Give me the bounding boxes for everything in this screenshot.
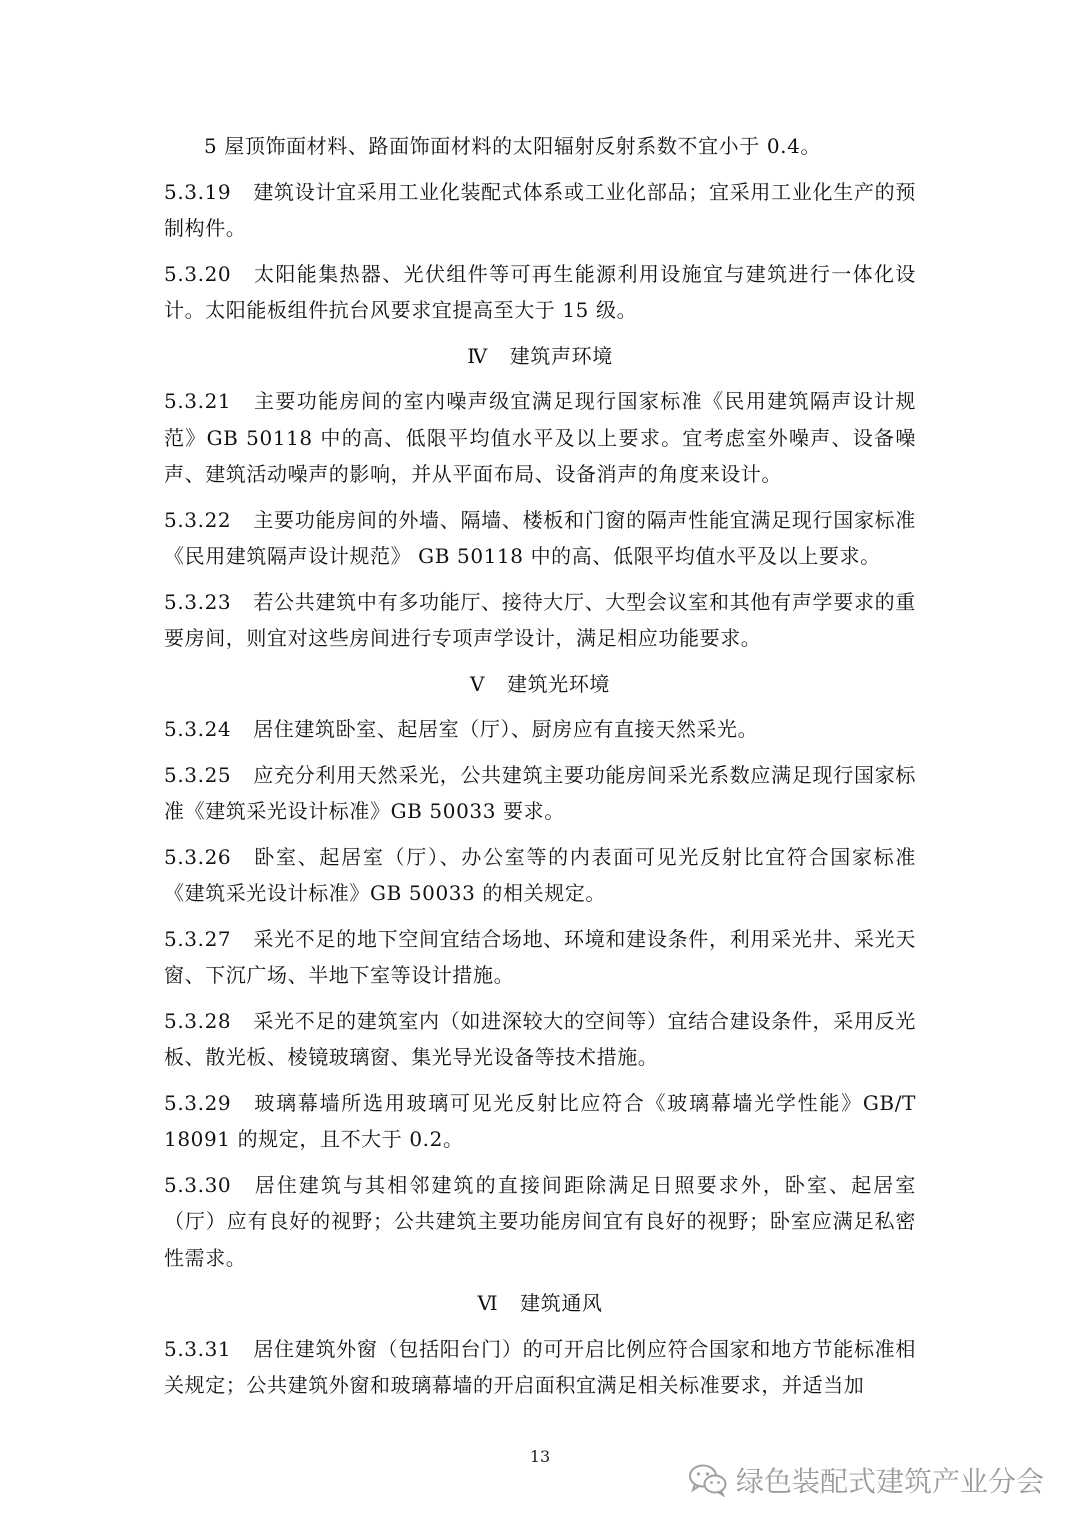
- clause-paragraph: [164, 921, 916, 994]
- clause-text: 居住建筑卧室、起居室（厅）、厨房应有直接天然采光。: [253, 717, 759, 741]
- clause-number: 5.3.28: [164, 1008, 232, 1033]
- clause-text: 太阳能集热器、光伏组件等可再生能源利用设施宜与建筑进行一体化设计。太阳能板组件抗台风要求宜提高至大于 15 级。: [164, 261, 916, 322]
- clause-paragraph: [164, 383, 916, 493]
- clause-paragraph: [164, 1085, 916, 1158]
- clause-paragraph: [164, 256, 916, 329]
- clause-text: 采光不足的地下空间宜结合场地、环境和建设条件，利用采光井、采光天窗、下沉广场、半地下室等设计措施。: [164, 926, 916, 987]
- clause-text: 居住建筑外窗（包括阳台门）的可开启比例应符合国家和地方节能标准相关规定；公共建筑外窗和玻璃幕墙的开启面积宜满足相关标准要求，并适当加: [164, 1336, 916, 1397]
- section-numeral: Ⅵ: [477, 1291, 499, 1315]
- clause-paragraph: [164, 1003, 916, 1076]
- section-title: 建筑通风: [520, 1291, 603, 1315]
- clause-number: 5.3.19: [164, 179, 232, 204]
- clause-paragraph: [164, 711, 916, 748]
- section-heading: [164, 1285, 916, 1322]
- section-numeral: Ⅴ: [469, 671, 486, 696]
- section-heading: [164, 338, 916, 375]
- clause-number: 5.3.25: [164, 762, 232, 787]
- clause-text: 主要功能房间的外墙、隔墙、楼板和门窗的隔声性能宜满足现行国家标准《民用建筑隔声设计规范》 GB 50118 中的高、低限平均值水平及以上要求。: [164, 507, 916, 568]
- section-title: 建筑声环境: [509, 343, 613, 368]
- section-numeral: Ⅳ: [467, 343, 488, 368]
- clause-text: 5 屋顶饰面材料、路面饰面材料的太阳辐射反射系数不宜小于 0.4。: [204, 134, 822, 158]
- clause-number: 5.3.21: [164, 389, 232, 413]
- watermark-text: 绿色装配式建筑产业分会: [735, 1465, 1044, 1498]
- section-title: 建筑光环境: [507, 671, 611, 696]
- clause-text: 卧室、起居室（厅）、办公室等的内表面可见光反射比宜符合国家标准《建筑采光设计标准》GB 50033 的相关规定。: [164, 844, 916, 905]
- clause-text: 采光不足的建筑室内（如进深较大的空间等）宜结合建设条件，采用反光板、散光板、棱镜玻璃窗、集光导光设备等技术措施。: [164, 1008, 916, 1069]
- clause-number: 5.3.29: [164, 1090, 232, 1115]
- clause-number: 5.3.31: [164, 1336, 232, 1361]
- clause-text: 应充分利用天然采光，公共建筑主要功能房间采光系数应满足现行国家标准《建筑采光设计标准》GB 50033 要求。: [164, 762, 916, 823]
- clause-paragraph: [164, 839, 916, 912]
- clause-number: 5.3.23: [164, 589, 232, 614]
- clause-number: 5.3.20: [164, 261, 232, 286]
- clause-paragraph: [164, 757, 916, 830]
- clause-number: 5.3.26: [164, 844, 232, 869]
- clause-paragraph: [164, 502, 916, 575]
- watermark: [688, 1460, 1044, 1500]
- clause-text: 玻璃幕墙所选用玻璃可见光反射比应符合《玻璃幕墙光学性能》GB/T 18091 的规定，且不大于 0.2。: [164, 1090, 916, 1151]
- clause-paragraph: [164, 174, 916, 247]
- clause-paragraph: [164, 1331, 916, 1404]
- clause-text: 若公共建筑中有多功能厅、接待大厅、大型会议室和其他有声学要求的重要房间，则宜对这些房间进行专项声学设计，满足相应功能要求。: [164, 589, 916, 650]
- clause-number: 5.3.22: [164, 507, 232, 532]
- document-body: [164, 128, 916, 1413]
- clause-number: 5.3.30: [164, 1172, 232, 1197]
- wechat-icon: [688, 1463, 728, 1497]
- page-number: 13: [529, 1447, 551, 1466]
- clause-number: 5.3.27: [164, 926, 232, 951]
- section-heading: [164, 666, 916, 703]
- clause-text: 居住建筑与其相邻建筑的直接间距除满足日照要求外，卧室、起居室（厅）应有良好的视野；公共建筑主要功能房间宜有良好的视野；卧室应满足私密性需求。: [164, 1172, 916, 1270]
- clause-text: 建筑设计宜采用工业化装配式体系或工业化部品；宜采用工业化生产的预制构件。: [164, 179, 916, 240]
- clause-paragraph: [164, 1167, 916, 1277]
- clause-paragraph: [164, 128, 916, 165]
- clause-text: 主要功能房间的室内噪声级宜满足现行国家标准《民用建筑隔声设计规范》GB 50118 中的高、低限平均值水平及以上要求。宜考虑室外噪声、设备噪声、建筑活动噪声的影响，并从平面布局、设备消声的角度来设计。: [164, 389, 916, 486]
- clause-number: 5.3.24: [164, 717, 232, 741]
- clause-paragraph: [164, 584, 916, 657]
